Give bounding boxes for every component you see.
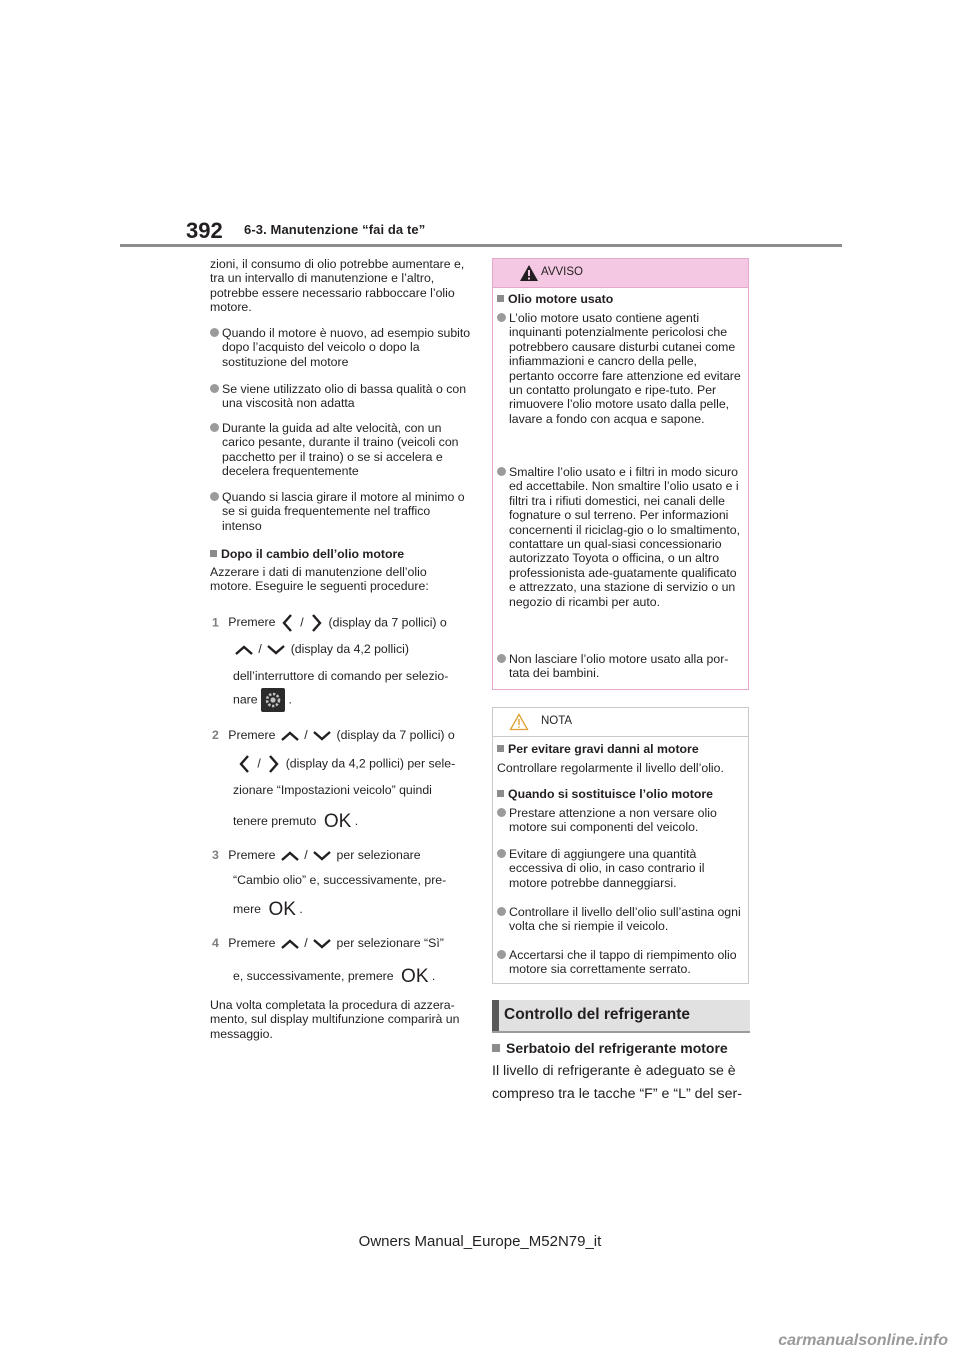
section-accent-bar [492, 1000, 499, 1032]
chevron-up-icon [233, 643, 255, 657]
closing-paragraph: Una volta completata la procedura di azzera-mento, sul display multifunzione comparirà un messaggio. [210, 998, 460, 1041]
bullet-dot-icon [210, 423, 219, 432]
warning-bullet-text: Non lasciare l’olio motore usato alla por-tata dei bambini. [509, 652, 729, 681]
note-bullet [497, 806, 745, 835]
note-bullet [497, 905, 745, 934]
note-divider [493, 736, 748, 737]
step-4-line-2: e, successivamente, premere OK . [233, 966, 436, 987]
step-1-line-4: nare . [233, 688, 292, 712]
page-number: 392 [186, 218, 223, 243]
step-1-line-2: / (display da 4,2 pollici) [233, 642, 409, 657]
step-2-line-4: tenere premuto OK . [233, 811, 359, 832]
warning-bullet-text: Smaltire l’olio usato e i filtri in modo sicuro ed accettabile. Non smaltire l’olio usato e i filtri tra i rifiuti domestici, nei canali delle fognature o sul terreno. Per informazioni concernenti il riciclag-gio o lo smaltimento, contattare un qual-siasi concessionario autorizzato Toyota o officina, o un altro professionista ade-guatamente qualificato e attrezzato, una stazione di servizio o un negozio di ricambi per auto. [509, 465, 741, 609]
warning-label: AVVISO [541, 266, 583, 278]
chevron-up-icon [279, 849, 301, 863]
chevron-down-icon [265, 643, 287, 657]
coolant-text-line-2: compreso tra le tacche “F” e “L” del ser- [492, 1086, 742, 1102]
warning-bullet-text: L’olio motore usato contiene agenti inquinanti potenzialmente pericolosi che potrebbero causare disturbi cutanei come infiammazioni e cancro della pelle, pertanto occorre fare attenzione ed evitare un contatto prolungato e ripe-tuto. Per rimuovere l’olio motore usato dalla pelle, lavare a fondo con acqua e sapone. [509, 311, 741, 426]
bullet-dot-icon [497, 313, 506, 322]
step-2-line-2: / (display da 4,2 pollici) per sele- [236, 753, 455, 775]
note-label: NOTA [541, 715, 573, 727]
bullet-dot-icon [497, 849, 506, 858]
coolant-text-line-1: Il livello di refrigerante è adeguato se è [492, 1063, 736, 1079]
watermark: carmanualsonline.info [778, 1332, 948, 1349]
bullet-dot-icon [210, 384, 219, 393]
step-3-line-1: 3 Premere / per selezionare [212, 848, 421, 862]
square-bullet-icon [210, 550, 217, 557]
step-3-line-3: mere OK . [233, 899, 303, 920]
chevron-down-icon [311, 849, 333, 863]
note-bullet [497, 948, 745, 977]
section-underline [492, 1031, 750, 1033]
bullet-text: Se viene utilizzato olio di bassa qualità o con una viscosità non adatta [222, 382, 467, 411]
coolant-subheading: Serbatoio del refrigerante motore [492, 1040, 728, 1056]
note-bullet [497, 847, 745, 890]
ok-button-icon: OK [323, 811, 352, 832]
after-change-text: Azzerare i dati di manutenzione dell’olio motore. Eseguire le seguenti procedure: [210, 565, 429, 594]
bullet-dot-icon [497, 808, 506, 817]
bullet-text: Quando si lascia girare il motore al minimo o se si guida frequentemente nel traffico intenso [222, 490, 465, 533]
warning-bullet [497, 465, 745, 609]
caution-triangle-icon [509, 713, 529, 731]
chevron-down-icon [311, 937, 333, 951]
note-text-1: Controllare regolarmente il livello dell’olio. [497, 761, 724, 775]
chevron-down-icon [311, 729, 333, 743]
square-bullet-icon [497, 790, 504, 797]
square-bullet-icon [492, 1044, 500, 1052]
footer-text: Owners Manual_Europe_M52N79_it [358, 1233, 602, 1250]
step-1-line-1: 1 Premere / (display da 7 pollici) o [212, 612, 447, 634]
note-bullet-text: Prestare attenzione a non versare olio motore sui componenti del veicolo. [509, 806, 717, 835]
chevron-left-icon [236, 753, 254, 775]
bullet-item [210, 382, 472, 411]
header-divider [120, 244, 842, 247]
bullet-dot-icon [497, 654, 506, 663]
chevron-right-icon [264, 753, 282, 775]
settings-gear-icon [261, 688, 285, 712]
square-bullet-icon [497, 295, 504, 302]
bullet-item [210, 326, 472, 369]
section-title: 6-3. Manutenzione “fai da te” [244, 222, 426, 237]
bullet-dot-icon [497, 950, 506, 959]
bullet-dot-icon [210, 328, 219, 337]
bullet-text: Quando il motore è nuovo, ad esempio subito dopo l’acquisto del veicolo o dopo la sostituzione del motore [222, 326, 471, 369]
bullet-text: Durante la guida ad alte velocità, con un carico pesante, durante il traino (veicoli con pacchetto per il traino) o se si accelera e decelera frequentemente [222, 421, 459, 479]
chevron-up-icon [279, 937, 301, 951]
step-1-line-3: dell’interruttore di comando per selezio- [233, 669, 449, 683]
bullet-item [210, 421, 472, 479]
step-2-line-1: 2 Premere / (display da 7 pollici) o [212, 728, 455, 742]
warning-triangle-icon [519, 264, 539, 282]
warning-bullet [497, 311, 745, 426]
note-bullet-text: Evitare di aggiungere una quantità eccessiva di olio, in caso contrario il motore potrebbe danneggiarsi. [509, 847, 705, 890]
note-bullet-text: Controllare il livello dell’olio sull’astina ogni volta che si riempie il veicolo. [509, 905, 741, 934]
intro-paragraph: zioni, il consumo di olio potrebbe aumentare e, tra un intervallo di manutenzione e l’altro, potrebbe essere necessario rabboccare l’olio motore. [210, 257, 465, 315]
warning-divider [493, 287, 748, 288]
coolant-section-title: Controllo del refrigerante [504, 1006, 691, 1023]
chevron-up-icon [279, 729, 301, 743]
bullet-dot-icon [497, 907, 506, 916]
note-heading-2: Quando si sostituisce l’olio motore [497, 787, 713, 801]
bullet-dot-icon [210, 492, 219, 501]
step-3-line-2: “Cambio olio” e, successivamente, pre- [233, 873, 447, 887]
note-heading-1: Per evitare gravi danni al motore [497, 742, 699, 756]
square-bullet-icon [497, 745, 504, 752]
bullet-item [210, 490, 472, 533]
ok-button-icon: OK [401, 966, 429, 987]
chevron-left-icon [279, 612, 297, 634]
coolant-section-header [492, 1000, 750, 1032]
warning-heading: Olio motore usato [497, 292, 613, 306]
after-change-heading: Dopo il cambio dell’olio motore [210, 547, 404, 561]
ok-button-icon: OK [268, 899, 296, 920]
warning-bullet [497, 652, 745, 681]
step-4-line-1: 4 Premere / per selezionare “Sì” [212, 936, 444, 950]
chevron-right-icon [307, 612, 325, 634]
step-2-line-3: zionare “Impostazioni veicolo” quindi [233, 783, 432, 797]
bullet-dot-icon [497, 467, 506, 476]
note-bullet-text: Accertarsi che il tappo di riempimento olio motore sia correttamente serrato. [509, 948, 737, 977]
